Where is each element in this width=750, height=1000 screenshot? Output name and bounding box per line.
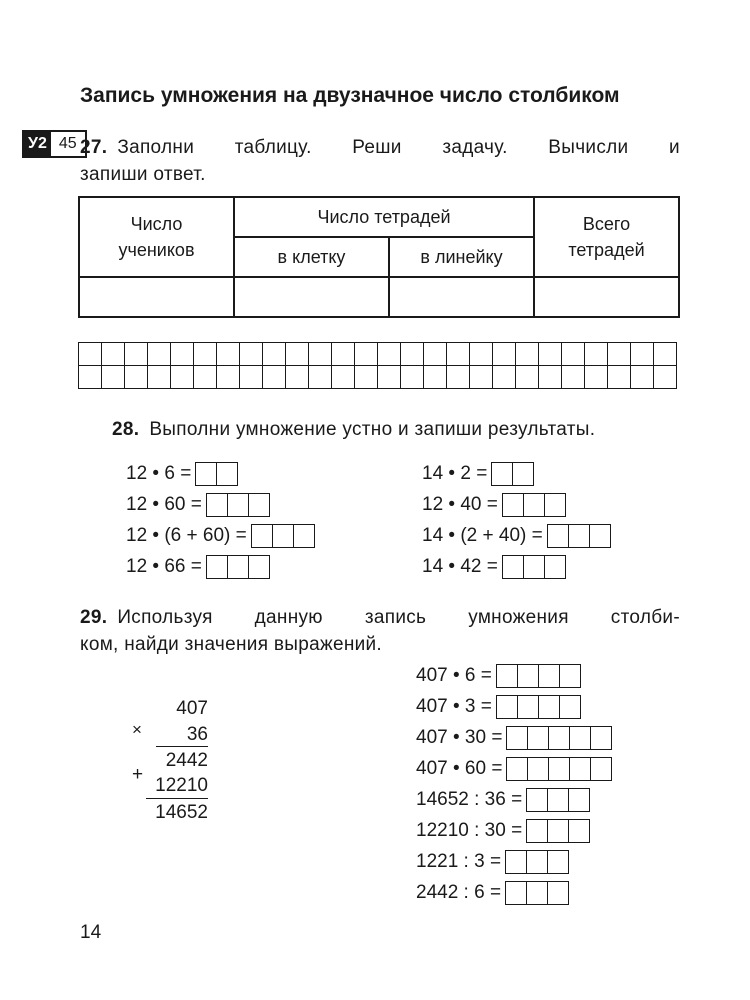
grid-cell[interactable] [194,366,217,389]
answer-digit-cell[interactable] [570,758,591,780]
grid-cell[interactable] [493,366,516,389]
level-badge-number: 45 [51,132,85,156]
expression-text: 12210 : 30 = [416,820,523,841]
answer-boxes[interactable] [506,726,612,750]
answer-cell-grid[interactable] [234,277,389,317]
task-28-left-column [126,460,315,584]
expression-text: 2442 : 6 = [416,882,502,903]
answer-boxes[interactable] [502,493,566,517]
answer-digit-cell[interactable] [591,758,611,780]
answer-digit-cell[interactable] [569,820,589,842]
expression-row [126,491,315,519]
answer-digit-cell[interactable] [569,525,590,547]
divider-line-2 [146,798,208,799]
answer-boxes[interactable] [505,881,569,905]
grid-cell[interactable] [631,366,654,389]
expression-row [416,786,612,814]
header-total: Всего тетрадей [534,197,679,277]
answer-boxes[interactable] [206,493,270,517]
answer-digit-cell[interactable] [513,463,533,485]
expression-row [422,460,611,488]
answer-boxes[interactable] [547,524,611,548]
expression-row [126,553,315,581]
grid-cell[interactable] [539,343,562,366]
expression-text: 1221 : 3 = [416,851,502,872]
grid-cell[interactable] [102,343,125,366]
answer-digit-cell[interactable] [545,556,565,578]
grid-cell[interactable] [263,366,286,389]
grid-cell[interactable] [401,343,424,366]
answer-digit-cell[interactable] [294,525,314,547]
answer-digit-cell[interactable] [497,696,518,718]
answer-digit-cell[interactable] [507,727,528,749]
answer-digit-cell[interactable] [591,727,611,749]
grid-cell[interactable] [79,343,102,366]
grid-cell[interactable] [424,366,447,389]
answer-digit-cell[interactable] [560,665,580,687]
answer-digit-cell[interactable] [518,696,539,718]
answer-digit-cell[interactable] [207,556,228,578]
grid-cell[interactable] [194,343,217,366]
header-students: Число учеников [79,197,234,277]
grid-cell[interactable] [447,343,470,366]
answer-digit-cell[interactable] [549,758,570,780]
grid-cell[interactable] [355,366,378,389]
task-28-text [112,416,595,443]
expression-text: 12 • 40 = [422,494,498,515]
answer-digit-cell[interactable] [548,525,569,547]
plus-sign: + [132,764,144,785]
expression-row [126,460,315,488]
task-27-word: таблицу. [234,137,312,158]
grid-cell[interactable] [148,343,171,366]
expression-row [416,693,612,721]
grid-cell[interactable] [608,366,631,389]
multiplier: 36 [186,724,208,745]
answer-cell-total[interactable] [534,277,679,317]
solution-grid[interactable] [78,342,677,389]
answer-digit-cell[interactable] [518,665,539,687]
answer-digit-cell[interactable] [527,820,548,842]
grid-cell[interactable] [631,343,654,366]
header-grid: в клетку [234,237,389,277]
task-29-word: умножения [468,607,569,628]
grid-cell[interactable] [263,343,286,366]
answer-digit-cell[interactable] [249,556,269,578]
grid-cell[interactable] [125,343,148,366]
answer-digit-cell[interactable] [506,882,527,904]
expression-text: 14 • 2 = [422,463,488,484]
answer-digit-cell[interactable] [497,665,518,687]
answer-digit-cell[interactable] [524,556,545,578]
task-29-expressions [416,662,612,910]
answer-cell-students[interactable] [79,277,234,317]
expression-text: 407 • 60 = [416,758,503,779]
task-29-word: Используя [117,607,213,628]
answer-digit-cell[interactable] [539,696,560,718]
answer-digit-cell[interactable] [590,525,610,547]
grid-cell[interactable] [562,343,585,366]
divider-line-1 [156,746,208,747]
answer-boxes[interactable] [251,524,315,548]
expression-row [416,724,612,752]
header-lined: в линейку [389,237,534,277]
answer-boxes[interactable] [496,664,581,688]
answer-digit-cell[interactable] [217,463,237,485]
expression-text: 14 • (2 + 40) = [422,525,543,546]
answer-digit-cell[interactable] [528,727,549,749]
answer-boxes[interactable] [506,757,612,781]
task-29-word: данную [254,607,323,628]
task-28-instruction: Выполни умножение устно и запиши результаты. [149,419,596,440]
answer-digit-cell[interactable] [528,758,549,780]
expression-text: 14 • 42 = [422,556,498,577]
result: 14652 [155,802,208,823]
answer-digit-cell[interactable] [252,525,273,547]
expression-text: 14652 : 36 = [416,789,523,810]
task-29-text [80,604,680,658]
answer-digit-cell[interactable] [527,851,548,873]
answer-digit-cell[interactable] [570,727,591,749]
grid-cell[interactable] [585,366,608,389]
grid-cell[interactable] [171,343,194,366]
expression-row [416,817,612,845]
answer-digit-cell[interactable] [548,789,569,811]
grid-cell[interactable] [148,366,171,389]
answer-boxes[interactable] [526,819,590,843]
answer-digit-cell[interactable] [527,882,548,904]
expression-row [416,662,612,690]
grid-cell[interactable] [125,366,148,389]
multiplicand: 407 [176,698,208,719]
grid-cell[interactable] [240,343,263,366]
grid-cell[interactable] [378,343,401,366]
times-sign: × [132,720,142,739]
expression-text: 12 • 66 = [126,556,202,577]
answer-digit-cell[interactable] [524,494,545,516]
grid-cell[interactable] [470,366,493,389]
answer-digit-cell[interactable] [527,789,548,811]
grid-cell[interactable] [654,366,677,389]
grid-cell[interactable] [539,366,562,389]
task-29-word: столби- [610,607,680,628]
level-badge-label: У2 [24,132,51,156]
expression-row [126,522,315,550]
expression-row [422,553,611,581]
answer-boxes[interactable] [195,462,238,486]
grid-cell[interactable] [286,366,309,389]
grid-cell[interactable] [470,343,493,366]
grid-cell[interactable] [217,366,240,389]
grid-cell[interactable] [171,366,194,389]
answer-digit-cell[interactable] [548,882,568,904]
task-27-word: задачу. [442,137,508,158]
expression-row [422,522,611,550]
answer-cell-lined[interactable] [389,277,534,317]
answer-digit-cell[interactable] [560,696,580,718]
grid-cell[interactable] [102,366,125,389]
task-27-word: Реши [352,137,402,158]
answer-digit-cell[interactable] [503,494,524,516]
expression-row [416,755,612,783]
grid-cell[interactable] [309,366,332,389]
grid-cell[interactable] [608,343,631,366]
task-27-table [78,196,680,318]
header-notebooks: Число тетрадей [234,197,534,237]
grid-cell[interactable] [424,343,447,366]
task-27-word: Вычисли [548,137,629,158]
answer-digit-cell[interactable] [207,494,228,516]
answer-digit-cell[interactable] [228,556,249,578]
answer-digit-cell[interactable] [506,851,527,873]
answer-digit-cell[interactable] [228,494,249,516]
answer-digit-cell[interactable] [273,525,294,547]
grid-cell[interactable] [447,366,470,389]
grid-cell[interactable] [240,366,263,389]
task-28-right-column [422,460,611,584]
expression-text: 407 • 3 = [416,696,492,717]
task-29-number: 29. [80,607,108,628]
answer-boxes[interactable] [491,462,534,486]
grid-cell[interactable] [286,343,309,366]
grid-cell[interactable] [516,366,539,389]
page-number: 14 [80,922,102,943]
grid-cell[interactable] [332,343,355,366]
grid-cell[interactable] [378,366,401,389]
grid-cell[interactable] [309,343,332,366]
answer-digit-cell[interactable] [503,556,524,578]
grid-cell[interactable] [562,366,585,389]
answer-boxes[interactable] [206,555,270,579]
answer-digit-cell[interactable] [548,820,569,842]
expression-text: 12 • 6 = [126,463,192,484]
grid-cell[interactable] [355,343,378,366]
level-badge [22,130,87,158]
task-27-word: Заполни [117,137,195,158]
partial-product-1: 2442 [165,750,208,771]
expression-row [416,848,612,876]
expression-text: 407 • 6 = [416,665,492,686]
task-29-line-2: ком, найди значения выражений. [80,634,383,655]
task-27-line-2: запиши ответ. [80,164,206,185]
task-27-word: и [669,137,680,158]
expression-text: 12 • (6 + 60) = [126,525,247,546]
answer-boxes[interactable] [502,555,566,579]
grid-cell[interactable] [654,343,677,366]
grid-cell[interactable] [401,366,424,389]
task-27-text [80,134,680,188]
task-28-number: 28. [112,419,140,440]
column-multiplication [120,696,208,828]
answer-digit-cell[interactable] [249,494,269,516]
task-29-word: запись [364,607,427,628]
expression-row [416,879,612,907]
answer-digit-cell[interactable] [539,665,560,687]
answer-digit-cell[interactable] [549,727,570,749]
grid-cell[interactable] [516,343,539,366]
expression-text: 407 • 30 = [416,727,503,748]
grid-cell[interactable] [79,366,102,389]
answer-digit-cell[interactable] [548,851,568,873]
grid-cell[interactable] [493,343,516,366]
grid-cell[interactable] [217,343,240,366]
page-title: Запись умножения на двузначное число столбиком [80,84,620,107]
answer-digit-cell[interactable] [492,463,513,485]
task-27-number: 27. [80,137,108,158]
answer-boxes[interactable] [496,695,581,719]
grid-cell[interactable] [585,343,608,366]
answer-boxes[interactable] [526,788,590,812]
expression-row [422,491,611,519]
partial-product-2: 12210 [155,775,208,796]
answer-digit-cell[interactable] [569,789,589,811]
answer-digit-cell[interactable] [196,463,217,485]
grid-cell[interactable] [332,366,355,389]
answer-boxes[interactable] [505,850,569,874]
answer-digit-cell[interactable] [545,494,565,516]
expression-text: 12 • 60 = [126,494,202,515]
answer-digit-cell[interactable] [507,758,528,780]
